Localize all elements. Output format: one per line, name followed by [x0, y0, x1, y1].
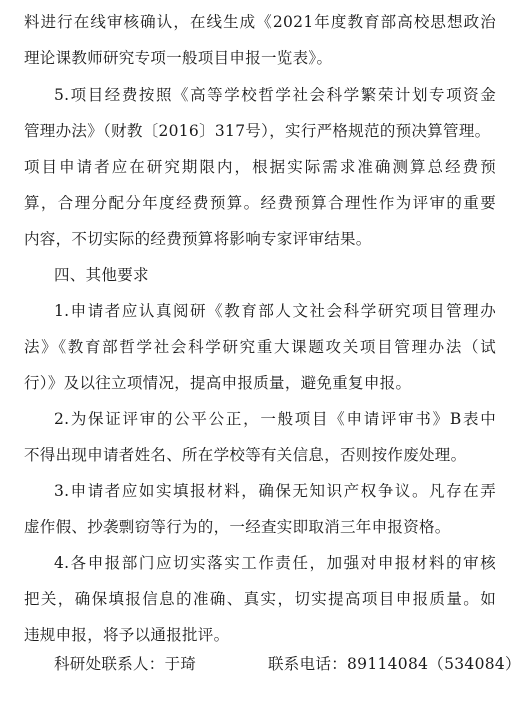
text-line-16: 4.各申报部门应切实落实工作责任，加强对申报材料的审核: [54, 554, 496, 572]
text-line-5: 项目申请者应在研究期限内，根据实际需求准确测算总经费预: [24, 158, 496, 176]
contact-phone: 联系电话：89114084（534084）: [268, 655, 521, 673]
text-line-17: 把关，确保填报信息的准确、真实，切实提高项目申报质量。如: [24, 590, 496, 608]
contact-person: 科研处联系人：于琦: [54, 655, 197, 673]
text-line-11: 行）》及以往立项情况，提高申报质量，避免重复申报。: [24, 374, 412, 392]
text-line-1: 料进行在线审核确认，在线生成《2021年度教育部高校思想政治: [24, 13, 496, 31]
text-line-18: 违规申报，将予以通报批评。: [24, 626, 230, 644]
text-line-3: 5.项目经费按照《高等学校哲学社会科学繁荣计划专项资金: [54, 86, 496, 104]
text-line-4: 管理办法》（财教〔2016〕317号），实行严格规范的预决算管理。: [24, 122, 491, 140]
text-line-9: 1.申请者应认真阅研《教育部人文社会科学研究项目管理办: [54, 302, 496, 320]
text-line-2: 理论课教师研究专项一般项目申报一览表》。: [24, 49, 333, 67]
text-line-10: 法》《教育部哲学社会科学研究重大课题攻关项目管理办法（试: [24, 338, 496, 356]
section-heading: 四、其他要求: [54, 266, 149, 284]
text-line-13: 不得出现申请者姓名、所在学校等有关信息，否则按作废处理。: [24, 446, 467, 464]
text-line-12: 2.为保证评审的公平公正，一般项目《申请评审书》B表中: [54, 410, 496, 428]
text-line-6: 算，合理分配分年度经费预算。经费预算合理性作为评审的重要: [24, 194, 496, 212]
text-line-14: 3.申请者应如实填报材料，确保无知识产权争议。凡存在弄: [54, 482, 496, 500]
text-line-7: 内容，不切实际的经费预算将影响专家评审结果。: [24, 230, 372, 248]
text-line-15: 虚作假、抄袭剽窃等行为的，一经查实即取消三年申报资格。: [24, 518, 451, 536]
